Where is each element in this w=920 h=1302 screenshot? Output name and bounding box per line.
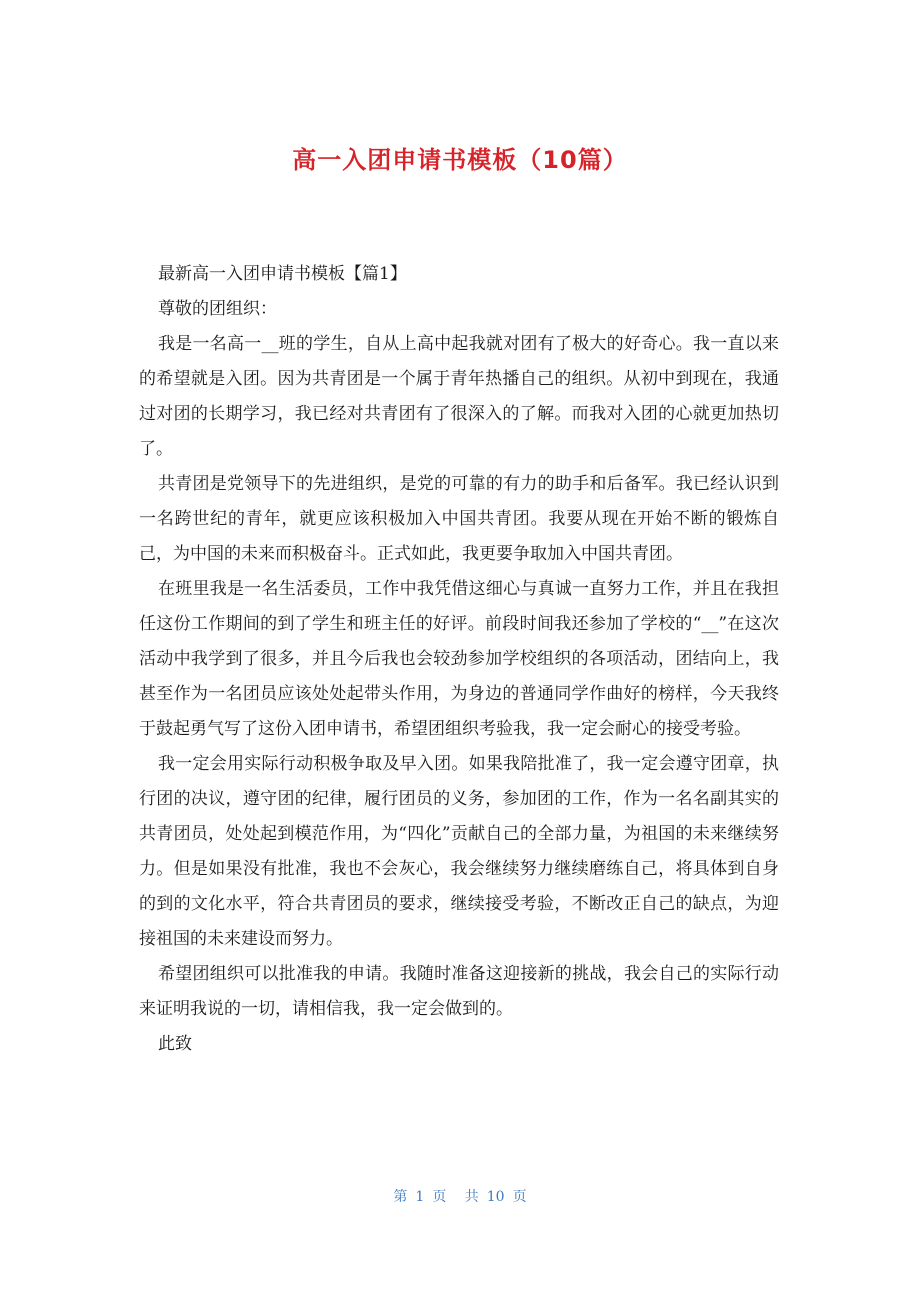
body-paragraph: 在班里我是一名生活委员，工作中我凭借这细心与真诚一直努力工作，并且在我担任这份工作期间的到了学生和班主任的好评。前段时间我还参加了学校的“__”在这次活动中我学到了很多，并且今后我也会较劲参加学校组织的各项活动，团结向上，我甚至作为一名团员应该处处起带头作用，为身边的普通同学作曲好的榜样，今天我终于鼓起勇气写了这份入团申请书，希望团组织考验我，我一定会耐心的接受考验。 <box>139 579 779 739</box>
section-heading: 最新高一入团申请书模板【篇1】 <box>158 264 407 284</box>
body-paragraph: 希望团组织可以批准我的申请。我随时准备这迎接新的挑战，我会自己的实际行动来证明我说的一切，请相信我，我一定会做到的。 <box>139 964 779 1019</box>
document-title: 高一入团申请书模板（10篇） <box>292 146 628 174</box>
body-paragraph: 我一定会用实际行动积极争取及早入团。如果我陪批准了，我一定会遵守团章，执行团的决议，遵守团的纪律，履行团员的义务，参加团的工作，作为一名名副其实的共青团员，处处起到模范作用，为“四化”贡献自己的全部力量，为祖国的未来继续努力。但是如果没有批准，我也不会灰心，我会继续努力继续磨练自己，将具体到自身的到的文化水平，符合共青团员的要求，继续接受考验，不断改正自己的缺点，为迎接祖国的未来建设而努力。 <box>139 754 779 949</box>
body-paragraph: 我是一名高一__班的学生，自从上高中起我就对团有了极大的好奇心。我一直以来的希望就是入团。因为共青团是一个属于青年热播自己的组织。从初中到现在，我通过对团的长期学习，我已经对共青团有了很深入的了解。而我对入团的心就更加热切了。 <box>139 334 779 459</box>
salutation: 尊敬的团组织： <box>158 299 277 319</box>
current-page-number: 1 <box>415 1189 425 1205</box>
page-footer <box>0 1186 920 1206</box>
document-body <box>139 257 779 1062</box>
closing-line: 此致 <box>158 1034 192 1054</box>
total-pages-number: 10 <box>486 1189 505 1205</box>
footer-label-of: 页 共 <box>432 1189 479 1205</box>
body-paragraph: 共青团是党领导下的先进组织，是党的可靠的有力的助手和后备军。我已经认识到一名跨世纪的青年，就更应该积极加入中国共青团。我要从现在开始不断的锻炼自己，为中国的未来而积极奋斗。正式如此，我更要争取加入中国共青团。 <box>139 474 779 564</box>
footer-label-end: 页 <box>512 1189 527 1205</box>
footer-label-page: 第 <box>393 1189 408 1205</box>
